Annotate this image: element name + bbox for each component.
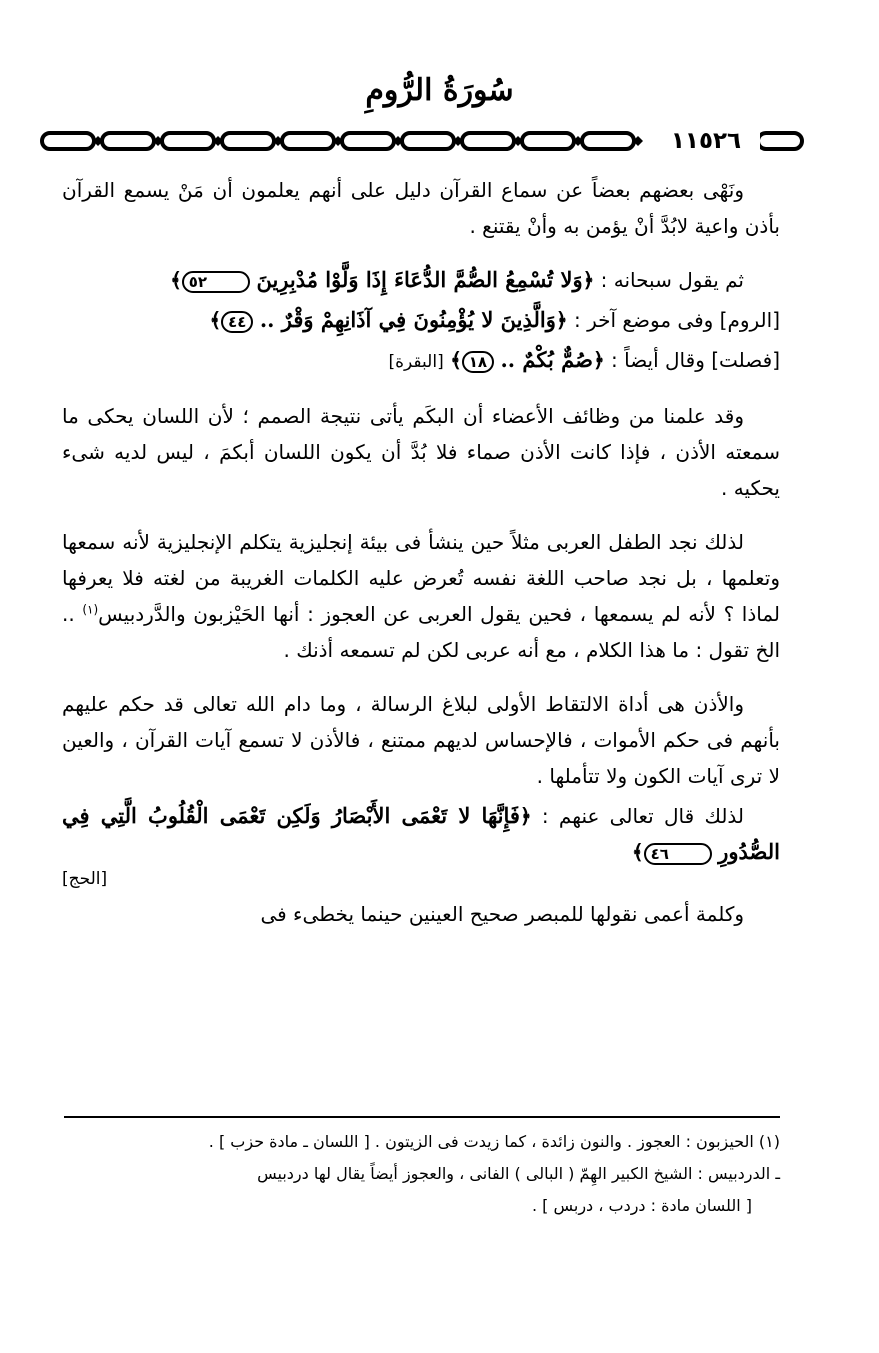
footnote-divider xyxy=(64,1116,780,1118)
ayah-number-badge: ٤٦ xyxy=(644,843,712,865)
paragraph-5: وكلمة أعمى نقولها للمبصر صحيح العينين حينما يخطىء فى xyxy=(260,902,744,926)
quran-citation-1 xyxy=(62,262,780,298)
ornate-bracket-open: ﴿ xyxy=(592,348,605,372)
quran-verse: وَالَّذِينَ لا يُؤْمِنُونَ فِي آذَانِهِمْ وَقْرٌ .. xyxy=(259,307,556,332)
surah-reference: [البقرة] xyxy=(388,352,444,372)
footnote-1: (١) الحيزبون : العجوز . والنون زائدة ، كما زيدت فى الزيتون . [ اللسان ـ مادة حزب ] . xyxy=(208,1132,780,1151)
quran-citation-3 xyxy=(62,342,780,380)
ornate-bracket-close: ﴾ xyxy=(631,840,644,864)
page-number: ١١٥٢٦ xyxy=(652,127,760,155)
ornate-bracket-close: ﴾ xyxy=(170,268,182,292)
ayah-number-badge: ٥٢ xyxy=(182,271,250,293)
ornate-bracket-close: ﴾ xyxy=(450,348,462,372)
ornate-bracket-close: ﴾ xyxy=(209,308,222,332)
citation-intro: لذلك قال تعالى عنهم : xyxy=(541,804,745,828)
ornate-bracket-open: ﴿ xyxy=(582,268,595,292)
ayah-number-badge: ١٨ xyxy=(462,351,494,373)
ornate-bracket-open: ﴿ xyxy=(519,804,532,828)
footnote-3: [ اللسان مادة : دردب ، دربس ] . xyxy=(531,1196,752,1215)
ornate-bracket-open: ﴿ xyxy=(555,308,568,332)
surah-reference: [الحج] xyxy=(62,869,108,889)
paragraph-text: .. الخ تقول : ما هذا الكلام ، مع أنه عربى لكن لم تسمعه أذنك . xyxy=(62,602,780,662)
paragraph-text: لذلك نجد الطفل العربى مثلاً حين ينشأ فى بيئة إنجليزية يتكلم الإنجليزية لأنه سمعها وتعلمها ، بل نجد صاحب اللغة نفسه تُعرض عليه الكلمات الغريبة من لغته فلا يعرفها لماذا ؟ لأنه لم يسمعها ، فحين يقول العربى عن العجوز : أنها الحَيْزبون والدَّردبيس xyxy=(62,530,780,626)
footnote-marker: (١) xyxy=(82,602,99,617)
paragraph-4: والأذن هى أداة الالتقاط الأولى لبلاغ الرسالة ، وما دام الله تعالى قد حكم عليهم بأنهم فى حكم الأموات ، فالإحساس لديهم ممتنع ، فالأذن لا تسمع آيات القرآن ، والعين لا ترى آيات الكون ولا تتأملها . xyxy=(62,692,780,788)
quran-verse: وَلا تُسْمِعُ الصُّمَّ الدُّعَاءَ إِذَا وَلَّوْا مُدْبِرِينَ xyxy=(256,267,583,292)
quran-citation-4 xyxy=(62,798,780,892)
citation-intro: [الروم] وفى موضع آخر : xyxy=(573,308,780,332)
quran-verse: فَإِنَّهَا لا تَعْمَى الأَبْصَارُ وَلَكِن تَعْمَى الْقُلُوبُ الَّتِي فِي الصُّدُورِ xyxy=(62,803,780,864)
citation-intro: ثم يقول سبحانه : xyxy=(600,268,744,292)
quran-verse: صُمٌّ بُكْمٌ .. xyxy=(500,347,593,372)
citation-intro: [فصلت] وقال أيضاً : xyxy=(611,348,780,372)
main-text xyxy=(62,172,780,950)
surah-title: سُورَةُ الرُّومِ xyxy=(365,73,514,108)
paragraph-3 xyxy=(62,524,780,668)
paragraph-2: وقد علمنا من وظائف الأعضاء أن البكَم يأتى نتيجة الصمم ؛ لأن اللسان يحكى ما سمعته الأذن ، فإذا كانت الأذن صماء فلا بُدَّ أن يكون اللسان أبكمَ ، ليس لديه شىء يحكيه . xyxy=(62,404,780,500)
quran-citation-2 xyxy=(62,302,780,338)
footnote-2: ـ الدردبيس : الشيخ الكبير الهِمّ ( البالى ) الفانى ، والعجوز أيضاً يقال لها دردبيس xyxy=(257,1164,780,1183)
paragraph-1: ونَهْى بعضهم بعضاً عن سماع القرآن دليل على أنهم يعلمون أن مَنْ يسمع القرآن بأذن واعية لابُدَّ أنْ يؤمن به وأنْ يقتنع . xyxy=(62,178,780,238)
ayah-number-badge: ٤٤ xyxy=(221,311,253,333)
footnotes xyxy=(62,1126,780,1222)
